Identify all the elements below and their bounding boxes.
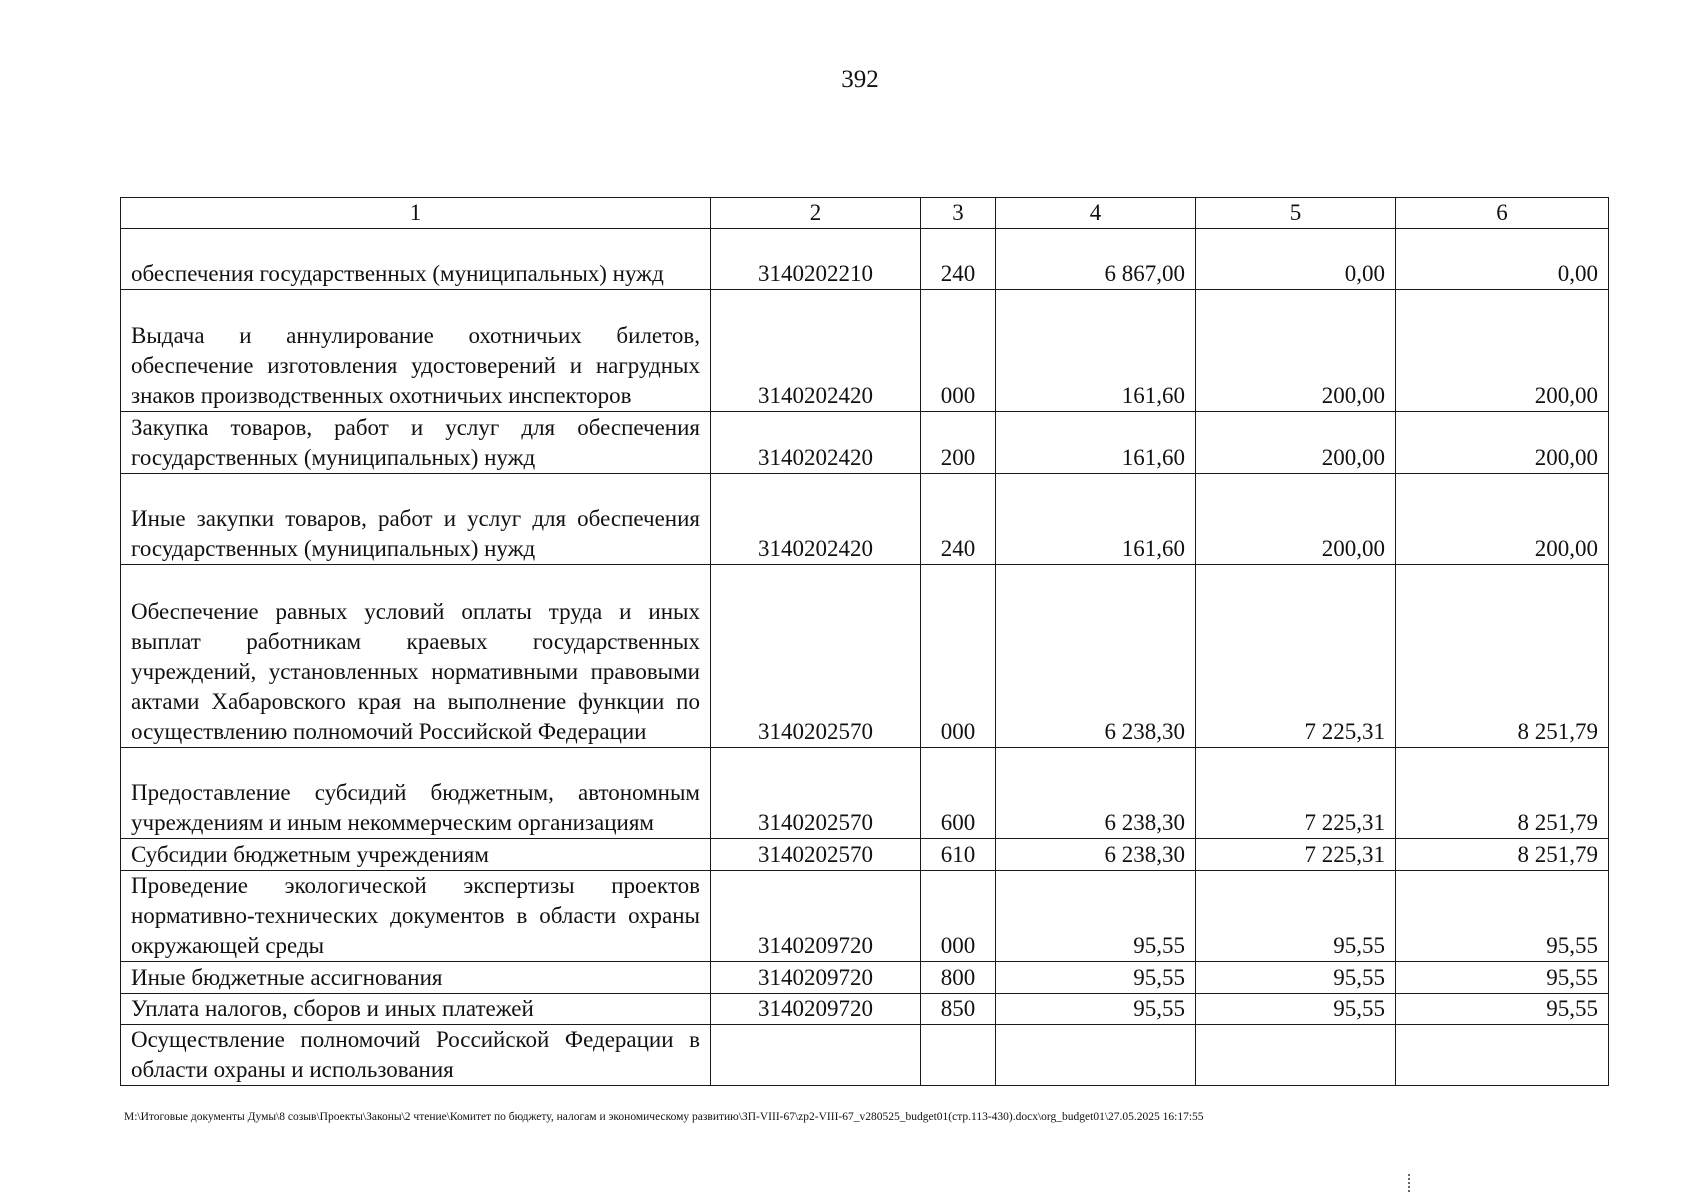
row-value-4: 95,55	[996, 994, 1196, 1025]
table-row	[121, 229, 1609, 290]
column-number: 5	[1196, 198, 1396, 229]
row-code: 3140202420	[711, 412, 921, 474]
row-value-4: 161,60	[996, 412, 1196, 474]
row-kind: 240	[921, 229, 996, 290]
table-row	[121, 839, 1609, 871]
row-value-6: 95,55	[1396, 994, 1609, 1025]
table-row	[121, 474, 1609, 565]
row-code: 3140202210	[711, 229, 921, 290]
row-code: 3140202420	[711, 474, 921, 565]
row-value-6: 8 251,79	[1396, 748, 1609, 839]
row-kind: 600	[921, 748, 996, 839]
row-value-6: 8 251,79	[1396, 839, 1609, 871]
row-name: Осуществление полномочий Российской Федерации в области охраны и использования	[121, 1025, 711, 1086]
row-name: Иные бюджетные ассигнования	[121, 962, 711, 994]
column-number: 4	[996, 198, 1196, 229]
row-value-5	[1196, 1025, 1396, 1086]
row-value-5: 200,00	[1196, 474, 1396, 565]
row-name: Обеспечение равных условий оплаты труда и иных выплат работникам краевых государственных учреждений, установленных нормативными правовыми актами Хабаровского края на выполнение функции по осуществлению полномочий Российской Федерации	[121, 565, 711, 748]
row-value-4: 95,55	[996, 962, 1196, 994]
row-code: 3140202570	[711, 565, 921, 748]
row-code: 3140209720	[711, 871, 921, 962]
row-value-5: 0,00	[1196, 229, 1396, 290]
row-value-6: 95,55	[1396, 962, 1609, 994]
row-name: Закупка товаров, работ и услуг для обеспечения государственных (муниципальных) нужд	[121, 412, 711, 474]
column-number: 2	[711, 198, 921, 229]
row-value-6: 95,55	[1396, 871, 1609, 962]
row-value-5: 7 225,31	[1196, 839, 1396, 871]
row-value-5: 95,55	[1196, 994, 1396, 1025]
row-value-6: 0,00	[1396, 229, 1609, 290]
row-value-5: 95,55	[1196, 962, 1396, 994]
row-name: Проведение экологической экспертизы проектов нормативно-технических документов в области охраны окружающей среды	[121, 871, 711, 962]
row-kind: 000	[921, 290, 996, 412]
row-name: Субсидии бюджетным учреждениям	[121, 839, 711, 871]
row-code: 3140202570	[711, 748, 921, 839]
row-name: Уплата налогов, сборов и иных платежей	[121, 994, 711, 1025]
row-value-4: 6 238,30	[996, 839, 1196, 871]
row-kind: 850	[921, 994, 996, 1025]
table-row	[121, 748, 1609, 839]
table-row	[121, 290, 1609, 412]
table-row	[121, 871, 1609, 962]
row-kind: 240	[921, 474, 996, 565]
row-value-4	[996, 1025, 1196, 1086]
row-value-4: 95,55	[996, 871, 1196, 962]
row-value-4: 161,60	[996, 290, 1196, 412]
row-value-6: 200,00	[1396, 474, 1609, 565]
row-name: Иные закупки товаров, работ и услуг для обеспечения государственных (муниципальных) нужд	[121, 474, 711, 565]
column-number: 3	[921, 198, 996, 229]
footer-file-path: M:\Итоговые документы Думы\8 созыв\Проекты\Законы\2 чтение\Комитет по бюджету, налогам и экономическому развитию\ЗП-VIII-67\zp2-VIII-67_v280525_budget01(стр.113-430).docx\org_budget01\27.05.2025 16:17:55	[124, 1111, 1204, 1123]
row-value-4: 161,60	[996, 474, 1196, 565]
table-row	[121, 412, 1609, 474]
row-value-6: 8 251,79	[1396, 565, 1609, 748]
row-kind	[921, 1025, 996, 1086]
row-code: 3140202420	[711, 290, 921, 412]
row-value-5: 200,00	[1196, 290, 1396, 412]
table-row	[121, 565, 1609, 748]
row-name: Выдача и аннулирование охотничьих билетов, обеспечение изготовления удостоверений и нагрудных знаков производственных охотничьих инспекторов	[121, 290, 711, 412]
row-code: 3140209720	[711, 994, 921, 1025]
row-value-5: 7 225,31	[1196, 565, 1396, 748]
row-code	[711, 1025, 921, 1086]
scan-mark	[1408, 1174, 1412, 1192]
table-row	[121, 1025, 1609, 1086]
row-value-4: 6 238,30	[996, 565, 1196, 748]
column-number-row	[121, 198, 1609, 229]
page-number: 392	[841, 66, 879, 93]
row-value-6	[1396, 1025, 1609, 1086]
row-kind: 000	[921, 871, 996, 962]
row-value-5: 7 225,31	[1196, 748, 1396, 839]
row-value-6: 200,00	[1396, 412, 1609, 474]
row-kind: 610	[921, 839, 996, 871]
column-number: 1	[121, 198, 711, 229]
row-value-6: 200,00	[1396, 290, 1609, 412]
row-kind: 000	[921, 565, 996, 748]
row-value-5: 95,55	[1196, 871, 1396, 962]
row-name: обеспечения государственных (муниципальных) нужд	[121, 229, 711, 290]
column-number: 6	[1396, 198, 1609, 229]
row-kind: 200	[921, 412, 996, 474]
row-kind: 800	[921, 962, 996, 994]
row-code: 3140202570	[711, 839, 921, 871]
row-value-5: 200,00	[1196, 412, 1396, 474]
row-value-4: 6 238,30	[996, 748, 1196, 839]
row-value-4: 6 867,00	[996, 229, 1196, 290]
budget-table	[120, 197, 1609, 1086]
row-name: Предоставление субсидий бюджетным, автономным учреждениям и иным некоммерческим организациям	[121, 748, 711, 839]
row-code: 3140209720	[711, 962, 921, 994]
table-row	[121, 994, 1609, 1025]
table-row	[121, 962, 1609, 994]
